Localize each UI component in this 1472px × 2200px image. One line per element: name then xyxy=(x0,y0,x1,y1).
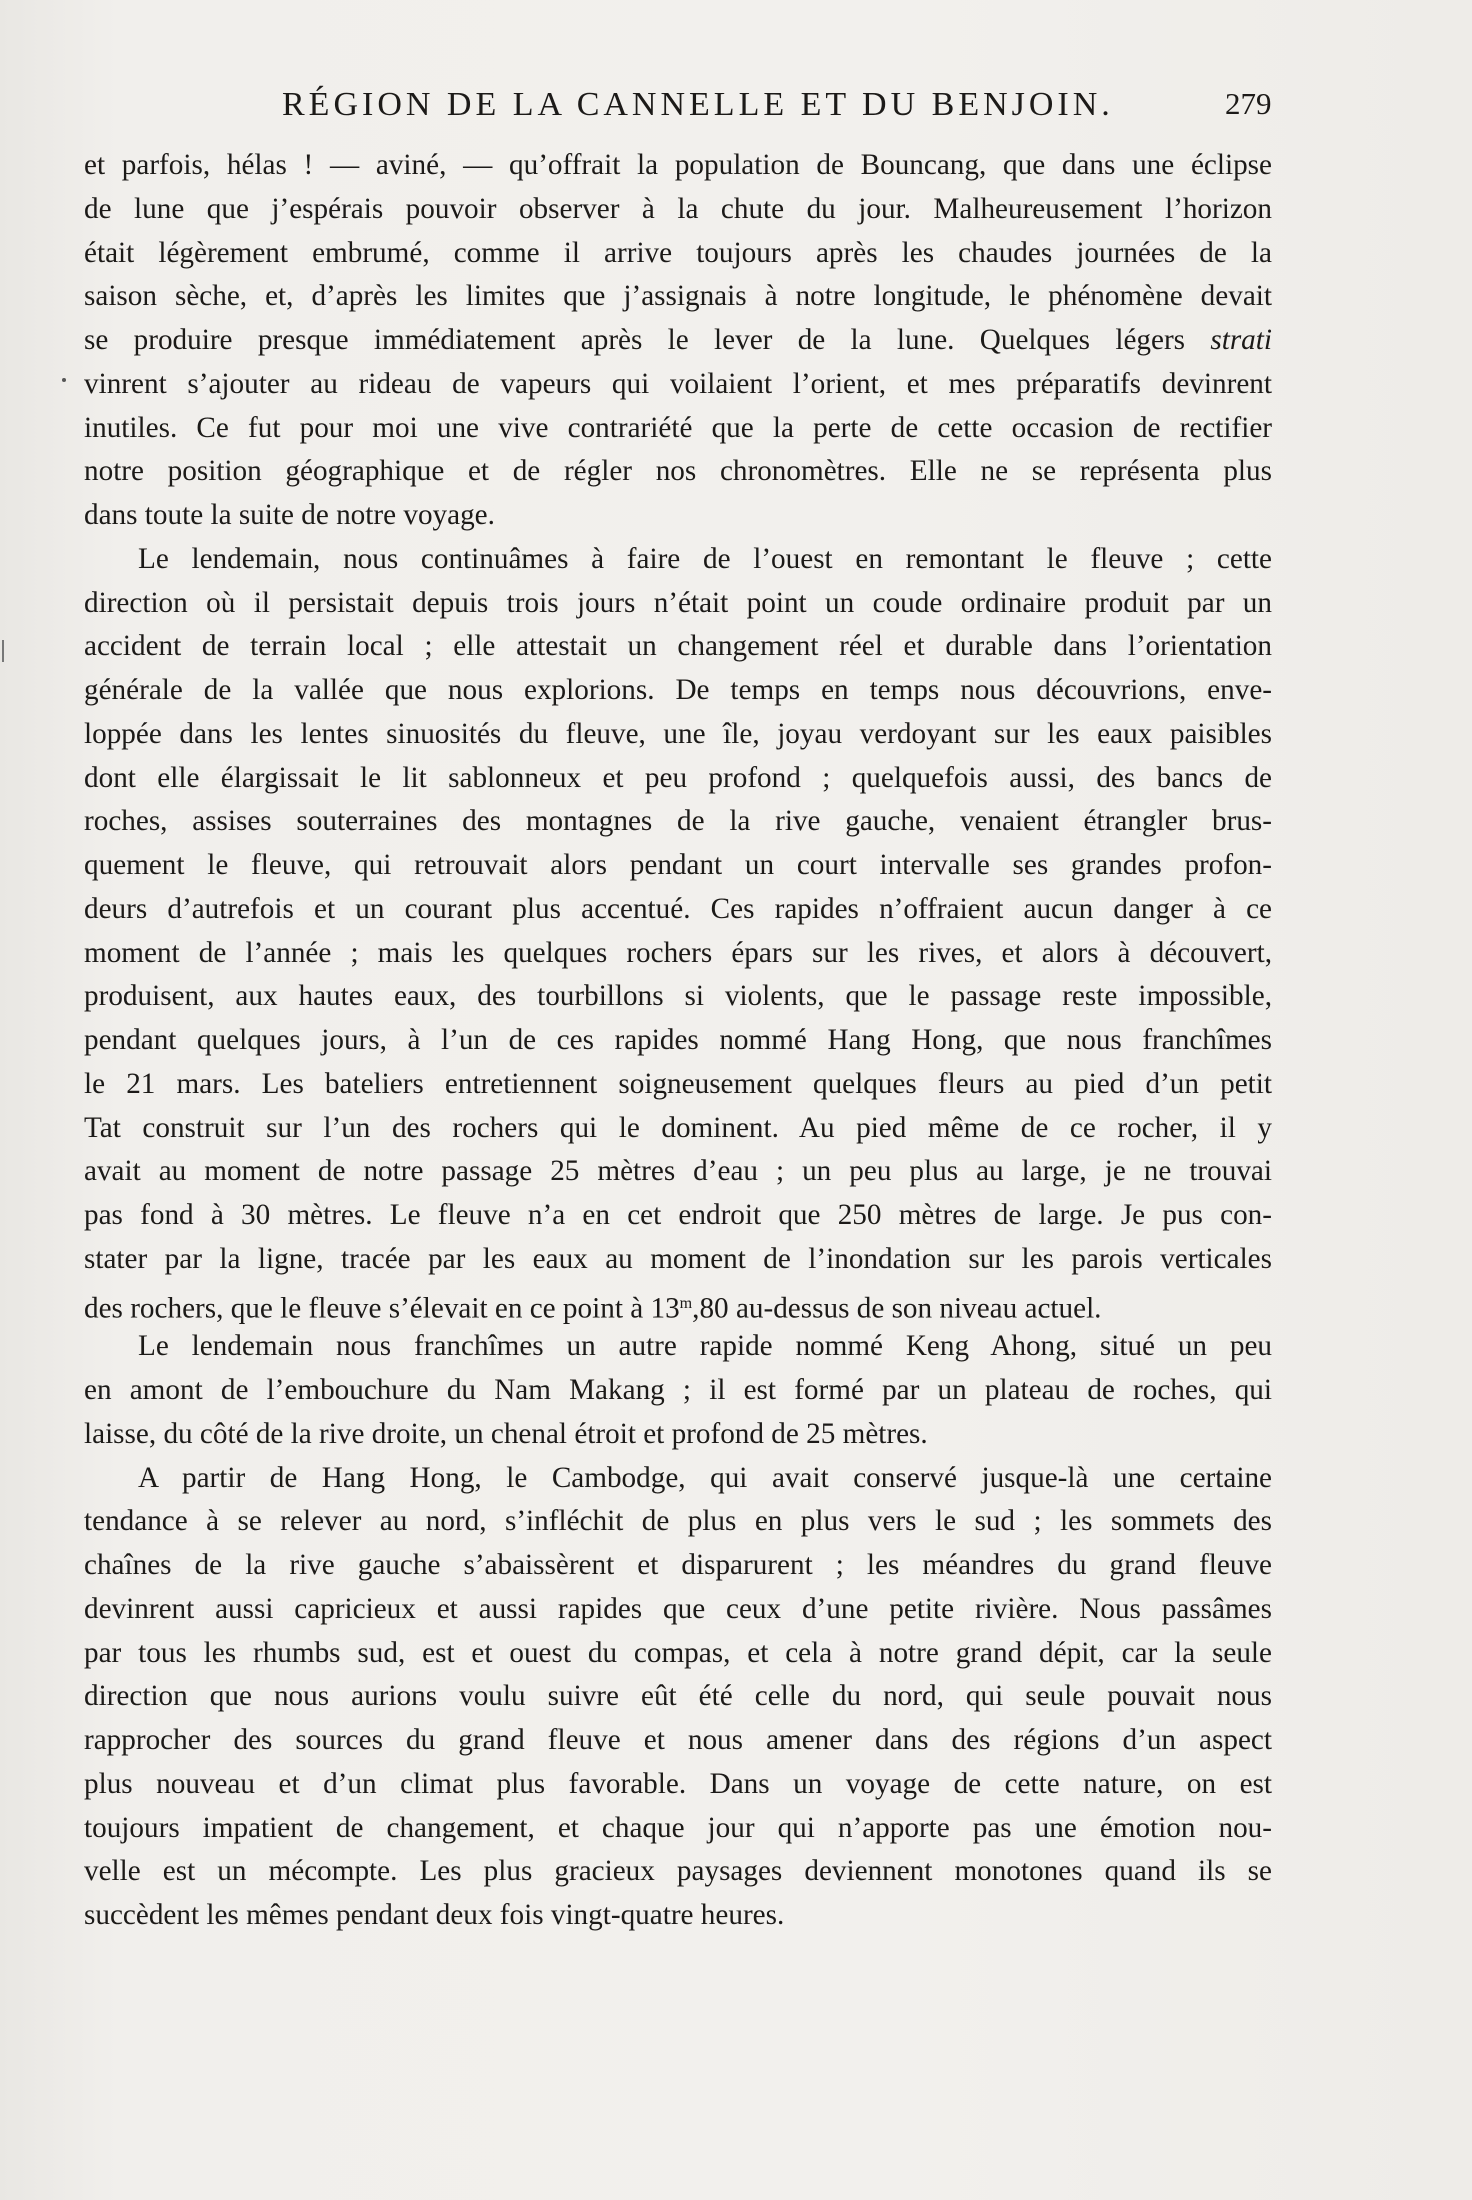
page-number: 279 xyxy=(1225,86,1272,121)
text-line: et parfois, hélas ! — aviné, — qu’offrait la population de Bouncang, que dans une éclipse xyxy=(84,149,1272,181)
text-line: produisent, aux hautes eaux, des tourbillons si violents, que le passage reste impossible, xyxy=(84,980,1272,1013)
text-line: direction où il persistait depuis trois jours n’était point un coude ordinaire produit par un xyxy=(84,586,1272,619)
paragraph xyxy=(84,144,1272,538)
text-line: était légèrement embrumé, comme il arrive toujours après les chaudes journées de la xyxy=(84,236,1272,269)
paragraph xyxy=(84,538,1272,1326)
text-line: notre position géographique et de régler nos chronomètres. Elle ne se représenta plus xyxy=(84,455,1272,488)
text-line: saison sèche, et, d’après les limites que j’assignais à notre longitude, le phénomène devait xyxy=(84,280,1272,313)
text-line: accident de terrain local ; elle attestait un changement réel et durable dans l’orientation xyxy=(84,630,1272,663)
text-line: pendant quelques jours, à l’un de ces rapides nommé Hang Hong, que nous franchîmes xyxy=(84,1024,1272,1056)
text-line: en amont de l’embouchure du Nam Makang ; il est formé par un plateau de roches, qui xyxy=(84,1374,1272,1406)
text-line: inutiles. Ce fut pour moi une vive contrariété que la perte de cette occasion de rectifier xyxy=(84,411,1272,444)
text-line: dont elle élargissait le lit sablonneux et peu profond ; quelquefois aussi, des bancs de xyxy=(84,761,1272,794)
running-head: RÉGION DE LA CANNELLE ET DU BENJOIN. xyxy=(282,86,1114,123)
text-line: avait au moment de notre passage 25 mètres d’eau ; un peu plus au large, je ne trouvai xyxy=(84,1155,1272,1188)
text-line: quement le fleuve, qui retrouvait alors pendant un court intervalle ses grandes profon- xyxy=(84,849,1272,881)
text-line: dans toute la suite de notre voyage. xyxy=(84,499,495,531)
text-line: rapprocher des sources du grand fleuve et nous amener dans des régions d’un aspect xyxy=(84,1724,1272,1756)
text-line: direction que nous aurions voulu suivre eût été celle du nord, qui seule pouvait nous xyxy=(84,1680,1272,1713)
page-header xyxy=(0,86,1472,136)
text-line: laisse, du côté de la rive droite, un chenal étroit et profond de 25 mètres. xyxy=(84,1417,928,1450)
text-line: se produire presque immédiatement après le lever de la lune. Quelques légers strati xyxy=(84,324,1272,356)
body-text xyxy=(84,144,1272,1938)
text-line: moment de l’année ; mais les quelques rochers épars sur les rives, et alors à découvert, xyxy=(84,936,1272,969)
text-line: Le lendemain nous franchîmes un autre rapide nommé Keng Ahong, situé un peu xyxy=(138,1330,1272,1363)
text-line: de lune que j’espérais pouvoir observer à la chute du jour. Malheureusement l’horizon xyxy=(84,192,1272,225)
text-line: devinrent aussi capricieux et aussi rapides que ceux d’une petite rivière. Nous passâmes xyxy=(84,1592,1272,1625)
margin-mark xyxy=(62,378,66,382)
text-line: pas fond à 30 mètres. Le fleuve n’a en cet endroit que 250 mètres de large. Je pus con- xyxy=(84,1199,1272,1231)
text-line: plus nouveau et d’un climat plus favorable. Dans un voyage de cette nature, on est xyxy=(84,1767,1272,1800)
text-line: chaînes de la rive gauche s’abaissèrent et disparurent ; les méandres du grand fleuve xyxy=(84,1549,1272,1581)
text-line: tendance à se relever au nord, s’infléchit de plus en plus vers le sud ; les sommets des xyxy=(84,1505,1272,1538)
text-line: des rochers, que le fleuve s’élevait en ce point à 13$^m$,80 au-dessus de son niveau actuel. xyxy=(84,1292,1102,1325)
margin-tick xyxy=(2,640,4,662)
text-line: vinrent s’ajouter au rideau de vapeurs qui voilaient l’orient, et mes préparatifs devinrent xyxy=(84,367,1272,400)
text-line: générale de la vallée que nous explorions. De temps en temps nous découvrions, enve- xyxy=(84,674,1272,706)
text-line: toujours impatient de changement, et chaque jour qui n’apporte pas une émotion nou- xyxy=(84,1811,1272,1844)
text-line: Tat construit sur l’un des rochers qui le dominent. Au pied même de ce rocher, il y xyxy=(84,1111,1272,1144)
text-line: deurs d’autrefois et un courant plus accentué. Ces rapides n’offraient aucun danger à ce xyxy=(84,892,1272,925)
text-line: succèdent les mêmes pendant deux fois vingt-quatre heures. xyxy=(84,1899,785,1931)
paragraph xyxy=(84,1325,1272,1456)
text-line: par tous les rhumbs sud, est et ouest du compas, et cela à notre grand dépit, car la seule xyxy=(84,1636,1272,1669)
paragraph xyxy=(84,1457,1272,1938)
text-line: A partir de Hang Hong, le Cambodge, qui avait conservé jusque-là une certaine xyxy=(138,1461,1272,1494)
text-line: stater par la ligne, tracée par les eaux au moment de l’inondation sur les parois verticales xyxy=(84,1242,1272,1275)
text-line: velle est un mécompte. Les plus gracieux paysages deviennent monotones quand ils se xyxy=(84,1855,1272,1888)
text-line: le 21 mars. Les bateliers entretiennent soigneusement quelques fleurs au pied d’un petit xyxy=(84,1067,1272,1100)
text-line: loppée dans les lentes sinuosités du fleuve, une île, joyau verdoyant sur les eaux paisibles xyxy=(84,717,1272,750)
text-line: roches, assises souterraines des montagnes de la rive gauche, venaient étrangler brus- xyxy=(84,805,1272,838)
text-line: Le lendemain, nous continuâmes à faire de l’ouest en remontant le fleuve ; cette xyxy=(138,542,1272,575)
